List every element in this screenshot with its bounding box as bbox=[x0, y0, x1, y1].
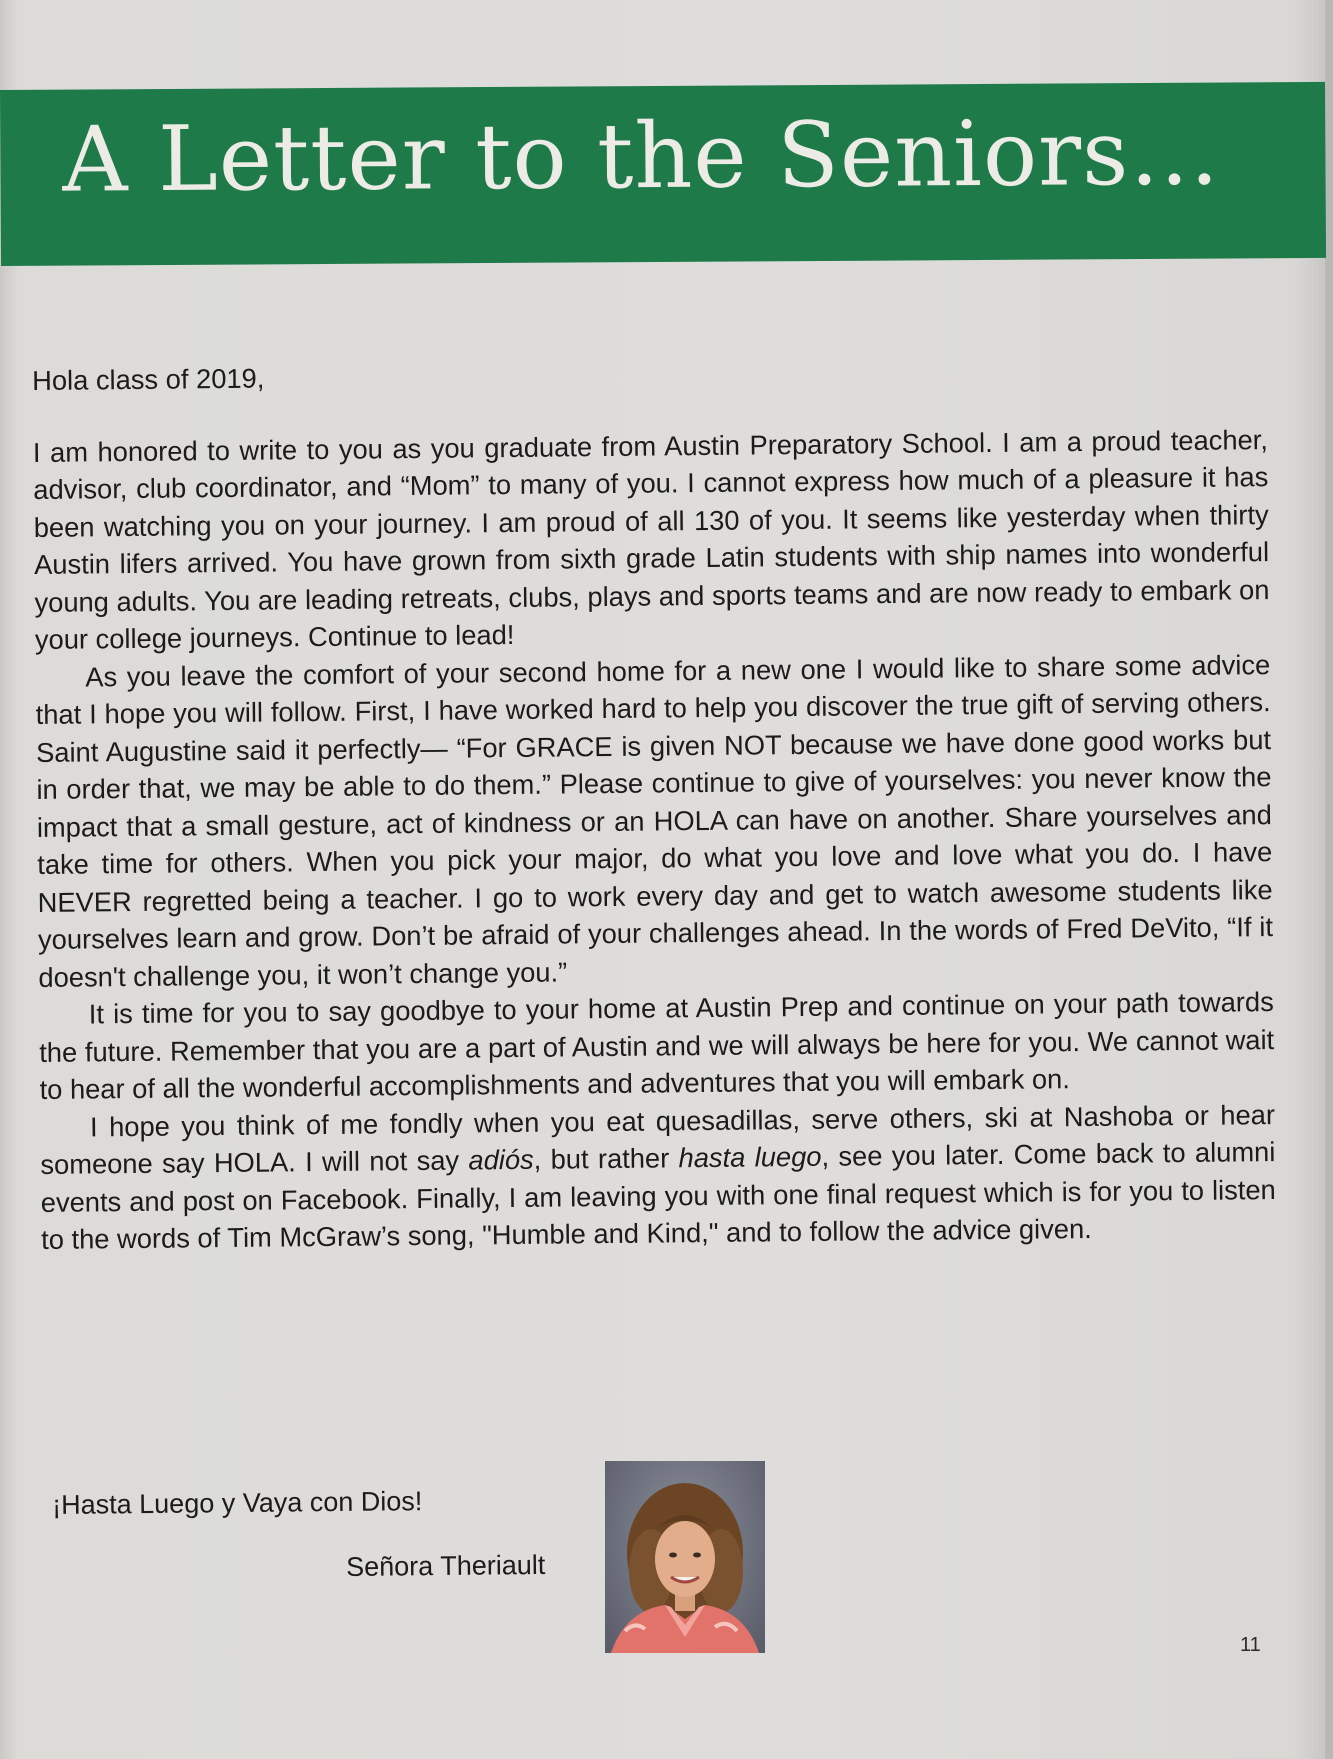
letter-signature: Señora Theriault bbox=[346, 1549, 546, 1582]
title-banner bbox=[0, 82, 1326, 266]
text-run: I hope you think of me fondly when you eat quesadillas, serve others, ski at Nashoba or hear someone say HOLA. I will not say bbox=[40, 1098, 1276, 1180]
page-spine-shadow bbox=[1325, 0, 1333, 1759]
italic-phrase-hasta-luego: hasta luego bbox=[678, 1140, 822, 1174]
text-run: , see you later. Come back to alumni events and post on Facebook. Finally, I am leaving you with one final request which is for you to listen to the words of Tim McGraw’s song, "Humble and Kind," and to follow the advice given. bbox=[40, 1136, 1276, 1255]
teacher-portrait-photo bbox=[605, 1461, 765, 1653]
letter-greeting: Hola class of 2019, bbox=[32, 362, 265, 396]
letter-paragraph: I am honored to write to you as you graduate from Austin Preparatory School. I am a proud teacher, advisor, club coordinator, and “Mom” to many of you. I cannot express how much of a pleasure it has been watching you on your journey. I am proud of all 130 of you. It seems like yesterday when thirty Austin lifers arrived. You have grown from sixth grade Latin students with ship names into wonderful young adults. You are leading retreats, clubs, plays and sports teams and are now ready to embark on your college journeys. Continue to lead! bbox=[32, 423, 1270, 655]
italic-word-adios: adiós bbox=[468, 1143, 534, 1176]
page-number: 11 bbox=[1240, 1634, 1261, 1656]
letter-paragraph: As you leave the comfort of your second home for a new one I would like to share some advice that I hope you will follow. First, I have worked hard to help you discover the true gift of serving others. Saint Augustine said it perfectly— “For GRACE is given NOT because we have done good works but in order that, we may be able to do them.” Please continue to give of yourselves: you never know the impact that a small gesture, act of kindness or an HOLA can have on another. Share yourselves and take time for others. When you pick your major, do what you love and love what you do. I have NEVER regretted being a teacher. I go to work every day and get to watch awesome students like yourselves learn and grow. Don’t be afraid of your challenges ahead. In the words of Fred DeVito, “If it doesn't challenge you, it won’t change you.” bbox=[35, 648, 1274, 993]
page-title: A Letter to the Seniors… bbox=[62, 100, 1221, 213]
letter-paragraph-final bbox=[40, 1096, 1277, 1259]
letter-body bbox=[32, 349, 1276, 1258]
text-run: , but rather bbox=[533, 1142, 679, 1175]
portrait-illustration bbox=[605, 1461, 765, 1653]
letter-paragraph: It is time for you to say goodbye to your home at Austin Prep and continue on your path towards the future. Remember that you are a part of Austin and we will always be here for you. We cannot wait to hear of all the wonderful accomplishments and adventures that you will embark on. bbox=[39, 986, 1275, 1105]
letter-closing: ¡Hasta Luego y Vaya con Dios! bbox=[52, 1486, 423, 1520]
